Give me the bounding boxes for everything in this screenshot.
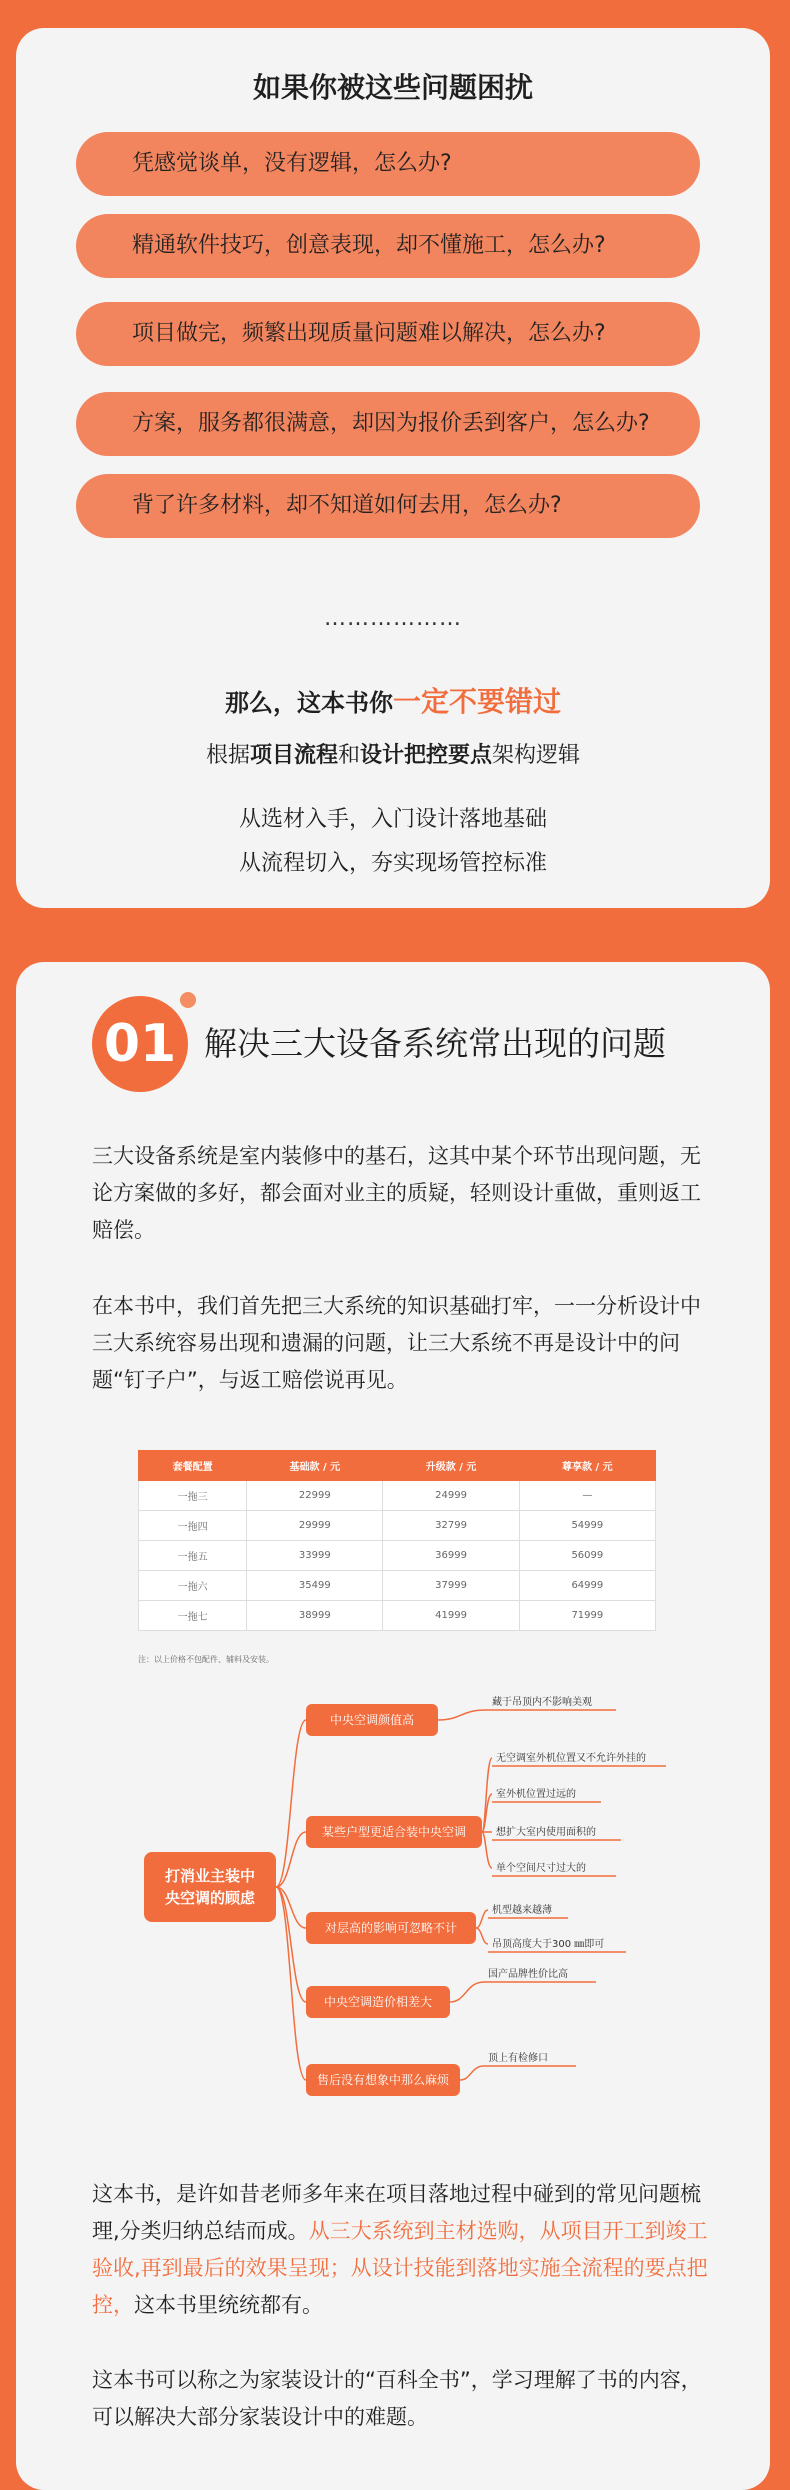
benefit-line: 从流程切入，夯实现场管控标准 bbox=[238, 851, 547, 876]
section-card bbox=[16, 962, 770, 2490]
table-cell: 一拖三 bbox=[139, 1481, 247, 1511]
table-header: 基础款 / 元 bbox=[247, 1451, 383, 1481]
mindmap-leaf: 机型越来越薄 bbox=[492, 1905, 552, 1916]
benefit-line: 从选材入手，入门设计落地基础 bbox=[238, 807, 547, 832]
logic-text: 根据 bbox=[205, 743, 250, 768]
encyclopedia-paragraph: 这本书可以称之为家装设计的“百科全书”，学习理解了书的内容，可以解决大部分家装设计中的难题。 bbox=[92, 2368, 702, 2429]
table-cell: — bbox=[519, 1481, 655, 1511]
section-number-badge: 01 bbox=[92, 996, 188, 1092]
badge-dot-decoration bbox=[180, 992, 196, 1008]
mindmap-leaf: 无空调室外机位置又不允许外挂的 bbox=[496, 1753, 646, 1764]
mindmap-connectors bbox=[16, 1682, 770, 2122]
table-cell: 38999 bbox=[247, 1601, 383, 1631]
table-cell: 35499 bbox=[247, 1571, 383, 1601]
mindmap-leaf: 吊顶高度大于300 ㎜即可 bbox=[492, 1939, 605, 1950]
table-header: 升级款 / 元 bbox=[383, 1451, 519, 1481]
problems-card bbox=[16, 28, 770, 908]
summary-highlight: 从三大系统到主材选购，从项目开工到竣工验收,再到最后的效果呈现；从设计技能到落地实施全流程的要点把控， bbox=[92, 2219, 708, 2317]
logic-text: 架构逻辑 bbox=[492, 743, 581, 768]
table-cell: 54999 bbox=[519, 1511, 655, 1541]
table-row bbox=[139, 1511, 656, 1541]
mindmap-root bbox=[144, 1852, 276, 1922]
table-cell: 32799 bbox=[383, 1511, 519, 1541]
question-pill: 背了许多材料，却不知道如何去用，怎么办? bbox=[76, 474, 700, 538]
table-cell: 56099 bbox=[519, 1541, 655, 1571]
table-row bbox=[139, 1541, 656, 1571]
summary-text: 这本书，是许如昔老师多年来在项目落地过程中碰到的常见问题梳理,分类归纳总结而成。 bbox=[92, 2182, 701, 2243]
mindmap-node: 中央空调造价相差大 bbox=[306, 1986, 450, 2018]
mindmap-leaf: 藏于吊顶内不影响美观 bbox=[492, 1697, 592, 1708]
table-cell: 29999 bbox=[247, 1511, 383, 1541]
table-cell: 64999 bbox=[519, 1571, 655, 1601]
table-cell: 41999 bbox=[383, 1601, 519, 1631]
dont-miss-line bbox=[16, 680, 770, 720]
problems-title: 如果你被这些问题困扰 bbox=[252, 71, 533, 104]
question-pill: 方案，服务都很满意，却因为报价丢到客户，怎么办? bbox=[76, 392, 700, 456]
question-pill: 项目做完，频繁出现质量问题难以解决，怎么办? bbox=[76, 302, 700, 366]
mindmap-node: 中央空调颜值高 bbox=[306, 1704, 438, 1736]
table-row bbox=[139, 1571, 656, 1601]
summary-text: 这本书里统统都有。 bbox=[134, 2293, 323, 2317]
dont-miss-accent: 一定不要错过 bbox=[392, 685, 561, 718]
question-pill: 凭感觉谈单，没有逻辑，怎么办? bbox=[76, 132, 700, 196]
summary-paragraph bbox=[92, 2176, 712, 2324]
table-header: 尊享款 / 元 bbox=[519, 1451, 655, 1481]
table-cell: 一拖七 bbox=[139, 1601, 247, 1631]
price-table bbox=[138, 1450, 656, 1631]
mindmap-leaf: 想扩大室内使用面积的 bbox=[496, 1827, 596, 1838]
question-pill: 精通软件技巧，创意表现，却不懂施工，怎么办? bbox=[76, 214, 700, 278]
mindmap-leaf: 国产品牌性价比高 bbox=[488, 1969, 568, 1980]
mindmap-leaf: 单个空间尺寸过大的 bbox=[496, 1863, 586, 1874]
section-title: 解决三大设备系统常出现的问题 bbox=[204, 1024, 666, 1063]
table-cell: 36999 bbox=[383, 1541, 519, 1571]
table-cell: 一拖六 bbox=[139, 1571, 247, 1601]
mindmap-root-line: 打消业主装中 bbox=[164, 1867, 255, 1885]
intro-paragraph: 在本书中，我们首先把三大系统的知识基础打牢，一一分析设计中三大系统容易出现和遗漏的问题，让三大系统不再是设计中的问题“钉子户”，与返工赔偿说再见。 bbox=[92, 1294, 701, 1392]
table-header-row bbox=[139, 1451, 656, 1481]
mindmap-leaf: 顶上有检修口 bbox=[488, 2053, 548, 2064]
mindmap-node: 某些户型更适合装中央空调 bbox=[306, 1816, 482, 1848]
logic-bold: 设计把控要点 bbox=[360, 743, 493, 768]
table-cell: 37999 bbox=[383, 1571, 519, 1601]
ellipsis-divider: ……………… bbox=[324, 606, 462, 631]
table-cell: 33999 bbox=[247, 1541, 383, 1571]
table-note: 注：以上价格不包配件、辅料及安装。 bbox=[138, 1655, 274, 1664]
table-cell: 24999 bbox=[383, 1481, 519, 1511]
table-header: 套餐配置 bbox=[139, 1451, 247, 1481]
table-row bbox=[139, 1481, 656, 1511]
table-cell: 一拖四 bbox=[139, 1511, 247, 1541]
logic-line bbox=[16, 738, 770, 769]
table-row bbox=[139, 1601, 656, 1631]
logic-bold: 项目流程 bbox=[249, 743, 338, 768]
table-cell: 一拖五 bbox=[139, 1541, 247, 1571]
mindmap-leaf: 室外机位置过远的 bbox=[496, 1789, 576, 1800]
intro-paragraph: 三大设备系统是室内装修中的基石，这其中某个环节出现问题，无论方案做的多好，都会面对业主的质疑，轻则设计重做，重则返工赔偿。 bbox=[92, 1144, 701, 1242]
dont-miss-prefix: 那么，这本书你 bbox=[224, 689, 393, 717]
mindmap-node: 售后没有想象中那么麻烦 bbox=[306, 2064, 460, 2096]
table-cell: 22999 bbox=[247, 1481, 383, 1511]
logic-text: 和 bbox=[337, 743, 360, 768]
mindmap-node: 对层高的影响可忽略不计 bbox=[306, 1912, 476, 1944]
table-cell: 71999 bbox=[519, 1601, 655, 1631]
mindmap-root-line: 央空调的顾虑 bbox=[164, 1889, 255, 1907]
